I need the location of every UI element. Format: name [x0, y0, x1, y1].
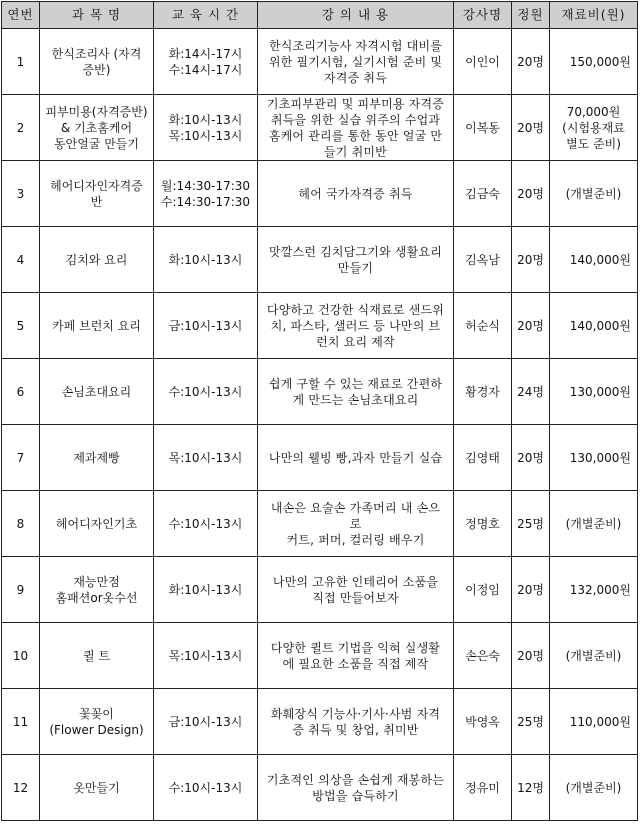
cell-capacity: 20명 [512, 95, 550, 161]
cell-instructor: 황경자 [454, 359, 512, 425]
cell-course-line: 동안얼굴 만들기 [54, 136, 139, 151]
cell-course [40, 359, 154, 425]
cell-capacity: 20명 [512, 293, 550, 359]
cell-fee-line: (개별준비) [565, 648, 622, 663]
cell-content-line: 취득을 위한 실습 위주의 수업과 [270, 112, 441, 127]
cell-content [258, 557, 454, 623]
table-row [2, 95, 638, 161]
cell-content [258, 29, 454, 95]
cell-content-line: 방법을 습득하기 [312, 788, 399, 803]
cell-content-line: 화훼장식 기능사·기사·사범 자격 [270, 706, 441, 721]
cell-fee-line: (개별준비) [565, 186, 622, 201]
header-no: 연번 [2, 2, 40, 29]
cell-content-line: 나만의 고유한 인테리어 소품을 [272, 574, 439, 589]
cell-time-line: 금:10시-13시 [168, 714, 243, 729]
cell-content-line: 홈케어 관리를 통한 동안 얼굴 만 [268, 128, 443, 143]
cell-time-line: 수:10시-13시 [168, 516, 243, 531]
cell-fee [550, 755, 638, 821]
cell-time-line: 수:14:30-17:30 [160, 194, 251, 209]
cell-time-line: 목:10시-13시 [168, 648, 243, 663]
cell-instructor: 허순식 [454, 293, 512, 359]
cell-no: 6 [2, 359, 40, 425]
cell-content-line: 직접 만들어보자 [312, 590, 399, 605]
cell-course [40, 29, 154, 95]
cell-no: 1 [2, 29, 40, 95]
cell-instructor: 김옥남 [454, 227, 512, 293]
cell-course [40, 293, 154, 359]
cell-time-line: 월:14:30-17:30 [160, 178, 251, 193]
cell-no: 2 [2, 95, 40, 161]
cell-capacity: 20명 [512, 557, 550, 623]
cell-instructor: 정유미 [454, 755, 512, 821]
cell-fee-line: (개별준비) [565, 516, 622, 531]
cell-fee [550, 557, 638, 623]
cell-no: 10 [2, 623, 40, 689]
cell-instructor: 손은숙 [454, 623, 512, 689]
cell-time-line: 금:10시-13시 [168, 318, 243, 333]
cell-capacity: 20명 [512, 227, 550, 293]
cell-no: 5 [2, 293, 40, 359]
cell-fee-line: 110,000원 [569, 714, 631, 729]
cell-fee [550, 161, 638, 227]
cell-time-line: 화:10시-13시 [168, 112, 243, 127]
cell-content-line: 쉽게 구할 수 있는 재료로 간편하 [268, 376, 443, 391]
header-time: 교 육 시 간 [154, 2, 258, 29]
cell-fee-line: 132,000원 [569, 582, 631, 597]
cell-time [154, 623, 258, 689]
table-row [2, 491, 638, 557]
cell-time [154, 425, 258, 491]
table-row [2, 689, 638, 755]
cell-no: 4 [2, 227, 40, 293]
cell-capacity: 20명 [512, 29, 550, 95]
cell-course-line: & 기초홈케어 [60, 120, 133, 135]
cell-no: 11 [2, 689, 40, 755]
cell-content-line: 맛깔스런 김치담그기와 생활요리 [268, 244, 443, 259]
cell-course-line: 한식조리사 (자격 [51, 46, 142, 61]
cell-content-line: 로 [349, 516, 362, 531]
cell-time-line: 목:10시-13시 [168, 450, 243, 465]
cell-instructor: 박영옥 [454, 689, 512, 755]
cell-content-line: 기초피부관리 및 피부미용 자격증 [266, 96, 445, 111]
cell-time-line: 화:10시-13시 [168, 252, 243, 267]
cell-content-line: 위한 필기시험, 실기시험 준비 및 [268, 54, 443, 69]
cell-time-line: 화:10시-13시 [168, 582, 243, 597]
cell-content [258, 95, 454, 161]
cell-course-line: 헤어디자인기초 [55, 516, 138, 531]
cell-course-line: 반 [90, 194, 103, 209]
cell-instructor: 이정임 [454, 557, 512, 623]
cell-content [258, 161, 454, 227]
table-row [2, 227, 638, 293]
cell-time [154, 359, 258, 425]
cell-course-line: 손님초대요리 [61, 384, 132, 399]
cell-fee-line: 140,000원 [569, 318, 631, 333]
cell-fee-line: 150,000원 [569, 54, 631, 69]
table-row [2, 623, 638, 689]
cell-content-line: 만들기 [337, 260, 374, 275]
cell-course [40, 425, 154, 491]
cell-content [258, 359, 454, 425]
cell-capacity: 20명 [512, 425, 550, 491]
cell-content-line: 한식조리기능사 자격시험 대비를 [268, 38, 443, 53]
cell-no: 3 [2, 161, 40, 227]
cell-course-line: 재능만점 [73, 574, 120, 589]
cell-no: 8 [2, 491, 40, 557]
cell-course-line: (Flower Design) [49, 722, 144, 737]
cell-course [40, 689, 154, 755]
cell-no: 7 [2, 425, 40, 491]
cell-content-line: 에 필요한 소품을 직접 제작 [282, 656, 429, 671]
cell-content-line: 다양한 퀼트 기법을 익혀 실생활 [270, 640, 441, 655]
cell-instructor: 이복동 [454, 95, 512, 161]
course-schedule-table [1, 1, 638, 821]
cell-fee [550, 29, 638, 95]
cell-course-line: 카페 브런치 요리 [52, 318, 141, 333]
cell-time-line: 목:10시-13시 [168, 128, 243, 143]
cell-course [40, 491, 154, 557]
table-row [2, 557, 638, 623]
cell-course [40, 755, 154, 821]
cell-capacity: 24명 [512, 359, 550, 425]
cell-time [154, 491, 258, 557]
header-course: 과 목 명 [40, 2, 154, 29]
cell-time-line: 수:10시-13시 [168, 780, 243, 795]
cell-time [154, 95, 258, 161]
cell-fee [550, 491, 638, 557]
cell-course [40, 161, 154, 227]
cell-instructor: 김영태 [454, 425, 512, 491]
header-capacity: 정원 [512, 2, 550, 29]
cell-course-line: 꽃꽂이 [79, 706, 114, 721]
cell-capacity: 25명 [512, 491, 550, 557]
cell-course-line: 김치와 요리 [65, 252, 128, 267]
cell-course-line: 퀼 트 [83, 648, 110, 663]
cell-course-line: 옷만들기 [73, 780, 120, 795]
cell-time [154, 161, 258, 227]
cell-course-line: 피부미용(자격증반) [45, 104, 148, 119]
cell-time [154, 557, 258, 623]
cell-course [40, 95, 154, 161]
cell-time [154, 689, 258, 755]
cell-content-line: 자격증 취득 [324, 70, 387, 85]
cell-capacity: 25명 [512, 689, 550, 755]
cell-fee [550, 95, 638, 161]
cell-content [258, 689, 454, 755]
cell-no: 12 [2, 755, 40, 821]
table-row [2, 425, 638, 491]
cell-content-line: 내손은 요술손 가족머리 내 손으 [270, 500, 441, 515]
cell-fee [550, 425, 638, 491]
header-row [2, 2, 638, 29]
cell-fee-line: 70,000원 [566, 104, 621, 119]
cell-time-line: 수:14시-17시 [168, 62, 243, 77]
header-content: 강 의 내 용 [258, 2, 454, 29]
cell-fee-line: (시험용재료 [562, 120, 625, 135]
cell-time-line: 수:10시-13시 [168, 384, 243, 399]
cell-fee-line: 별도 준비) [566, 136, 621, 151]
cell-capacity: 20명 [512, 161, 550, 227]
cell-content-line: 들기 취미반 [324, 144, 387, 159]
cell-content-line: 나만의 웰빙 빵,과자 만들기 실습 [268, 450, 443, 465]
cell-course-line: 증반) [82, 62, 111, 77]
cell-fee-line: (개별준비) [565, 780, 622, 795]
cell-content-line: 다양하고 건강한 식재료로 샌드위 [266, 302, 445, 317]
cell-time [154, 755, 258, 821]
table-row [2, 293, 638, 359]
cell-content-line: 헤어 국가자격증 취득 [298, 186, 413, 201]
header-fee: 재료비(원) [550, 2, 638, 29]
cell-fee [550, 623, 638, 689]
cell-content-line: 기초적인 의상을 손쉽게 재봉하는 [266, 772, 445, 787]
cell-time [154, 29, 258, 95]
table-row [2, 29, 638, 95]
cell-fee [550, 359, 638, 425]
cell-instructor: 이인이 [454, 29, 512, 95]
cell-course-line: 홈패션or옷수선 [55, 590, 138, 605]
cell-capacity: 12명 [512, 755, 550, 821]
cell-content [258, 293, 454, 359]
cell-content [258, 227, 454, 293]
cell-content-line: 치, 파스타, 샐러드 등 나만의 브 [270, 318, 441, 333]
cell-course-line: 헤어디자인자격증 [50, 178, 143, 193]
cell-course [40, 227, 154, 293]
cell-capacity: 20명 [512, 623, 550, 689]
cell-fee [550, 293, 638, 359]
table-row [2, 161, 638, 227]
table-row [2, 755, 638, 821]
cell-time [154, 293, 258, 359]
header-instructor: 강사명 [454, 2, 512, 29]
cell-fee-line: 130,000원 [569, 384, 631, 399]
cell-instructor: 정명호 [454, 491, 512, 557]
cell-fee-line: 140,000원 [569, 252, 631, 267]
cell-fee [550, 227, 638, 293]
cell-no: 9 [2, 557, 40, 623]
cell-course [40, 623, 154, 689]
cell-content-line: 증 취득 및 창업, 취미반 [292, 722, 419, 737]
cell-instructor: 김금숙 [454, 161, 512, 227]
cell-time [154, 227, 258, 293]
table-row [2, 359, 638, 425]
cell-content-line: 런치 요리 제작 [316, 334, 395, 349]
cell-content [258, 491, 454, 557]
cell-fee-line: 130,000원 [569, 450, 631, 465]
cell-content [258, 623, 454, 689]
cell-content-line: 커트, 퍼머, 컬러링 배우기 [286, 532, 425, 547]
cell-content [258, 755, 454, 821]
cell-fee [550, 689, 638, 755]
cell-course [40, 557, 154, 623]
cell-course-line: 제과제빵 [73, 450, 120, 465]
cell-time-line: 화:14시-17시 [168, 46, 243, 61]
cell-content [258, 425, 454, 491]
cell-content-line: 게 만드는 손님초대요리 [292, 392, 419, 407]
